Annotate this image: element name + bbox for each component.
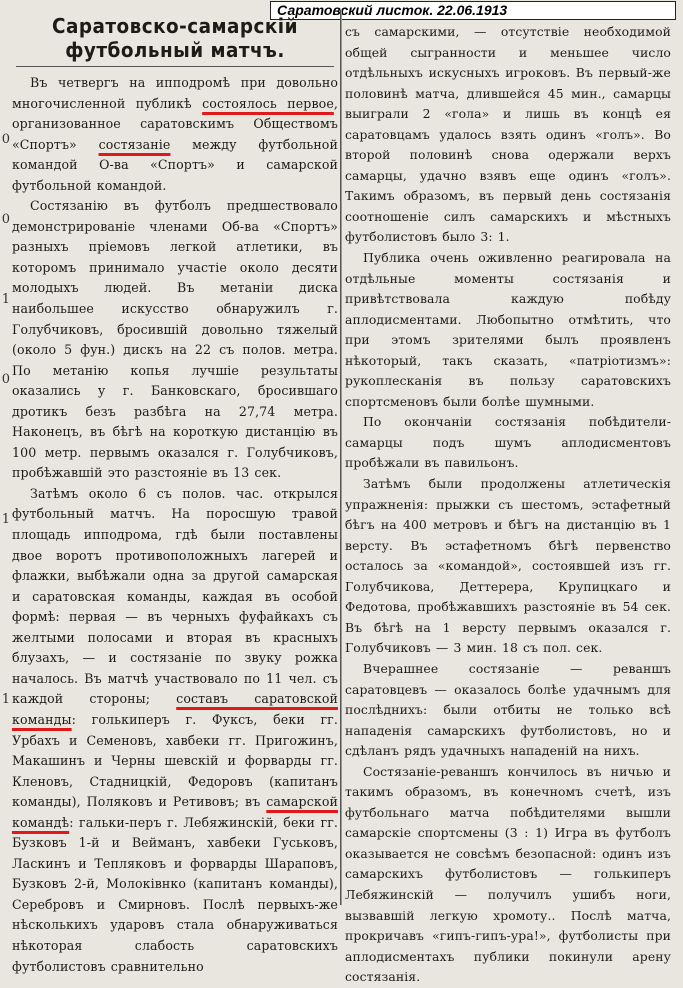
margin-mark: 1	[1, 292, 10, 307]
left-margin-fragment	[0, 90, 11, 905]
margin-mark: 0	[1, 132, 10, 147]
highlighted-phrase: самарской командѣ	[12, 794, 338, 830]
highlighted-phrase: состоялось первое	[202, 95, 334, 111]
text-run: : голькиперъ г. Фуксъ, беки гг. Урбахъ и Семеновъ, хавбеки гг. Пригожинъ, Макашинъ и Черны шевскій и форварды гг. Кленовъ, Стадницкій, Федоровъ (капитанъ команды), Поляковъ и Ретивовъ; въ	[12, 711, 338, 810]
text-run: Затѣмъ около 6 съ полов. час. открылся футбольный матчъ. На поросшую травой площадь ипподрома, гдѣ были поставлены двое воротъ противоположныхъ лагерей и флажки, выбѣжали одна за другой самарская и саратовская команды, каждая въ особой формѣ: первая — въ черныхъ фуфайкахъ съ желтыми полосами и вторая въ красныхъ блузахъ, — и состязаніе по звуку рожка началось. Въ матчѣ участвовало по 11 чел. съ каждой стороны;	[12, 485, 338, 707]
margin-mark: 0	[1, 372, 10, 387]
paragraph-result: Состязаніе-реваншъ кончилось въ ничью и такимъ образомъ, въ конечномъ счетѣ, изъ футбольнаго матча побѣдителями вышли самарскіе спортсмены (3 : 1) Игра въ футболъ оказывается не совсѣмъ безопасной: одинъ изъ самарскихъ футболистовъ — голькиперъ Лебяжинскій — получилъ ушибъ ноги, вызвавшій легкую хромоту.. Послѣ матча, прокричавъ «гипъ-гипъ-ура!», футболисты при аплодисментахъ публики покинули арену состязанія.	[345, 763, 671, 985]
paragraph-intro	[12, 73, 338, 196]
headline-divider	[16, 66, 334, 67]
paragraph-ending: По окончаніи состязанія побѣдители-самарцы подъ шумъ аплодисментовъ пробѣжали въ павильонъ.	[345, 414, 671, 471]
paragraph-athletics-continued: Затѣмъ были продолжены атлетическія упражненія: прыжки съ шестомъ, эстафетный бѣгъ на 400 метровъ и бѣгъ на дистанцію въ 1 версту. Въ эстафетномъ бѣгѣ первенство осталось за «командой», состоявшей изъ гг. Голубчикова, Деттерера, Крупицкаго и Федотова, пробѣжавшихъ разстояніе въ 54 сек. Въ бѣгѣ на 1 версту первымъ оказался г. Голубчиковъ — 3 мин. 18 съ пол. сек.	[345, 476, 671, 656]
highlighted-phrase: состязаніе	[98, 136, 171, 152]
text-run: , организованное саратовскимъ Обществомъ «Спортъ»	[12, 95, 338, 152]
column-left	[12, 14, 338, 974]
source-caption: Саратовский листок. 22.06.1913	[270, 1, 676, 20]
margin-mark: 1	[1, 692, 10, 707]
margin-mark: 0	[1, 212, 10, 227]
paragraph-athletics: Состязанію въ футболъ предшествовало демонстрированіе членами Об-ва «Спортъ» разныхъ пріемовъ легкой атлетики, въ которомъ принимало участіе около десяти молодыхъ людей. Въ метаніи диска наибольшее искусство обнаружилъ г. Голубчиковъ, бросившій довольно тяжелый (около 5 фун.) дискъ на 22 съ полов. метра. По метанію копья лучшіе результаты оказались у г. Банковскаго, бросившаго дротикъ безъ разбѣга на 27,74 метра. Наконецъ, въ бѣгѣ на короткую дистанцію въ 100 метр. первымъ оказался г. Голубчиковъ, пробѣжавшій это разстояніе въ 13 сек.	[12, 198, 338, 481]
column-rule	[340, 10, 342, 905]
highlighted-phrase: составъ саратовской команды	[12, 691, 338, 727]
text-run: между футбольной командой О-ва «Спортъ» и самарской футбольной командой.	[12, 136, 338, 193]
paragraph-audience: Публика очень оживленно реагировала на отдѣльные моменты состязанія и привѣтствовала каждую побѣду аплодисментами. Любопытно отмѣтить, что при этомъ зрителями былъ проявленъ нѣкоторый, такъ сказать, «патріотизмъ»: рукоплесканія въ пользу саратовскихъ спортсменовъ были болѣе шумными.	[345, 250, 671, 409]
column-right	[345, 22, 671, 985]
paragraph-rematch: Вчерашнее состязаніе — реваншъ саратовцевъ — оказалось болѣе удачнымъ для послѣднихъ: были отбиты не только всѣ нападенія самарскихъ футболистовъ, но и сдѣланъ рядъ удачныхъ нападеній на нихъ.	[345, 660, 671, 759]
paragraph-match-lineups	[12, 484, 338, 977]
text-run: : гальки-перъ г. Лебяжинскій, беки гг. Бузковъ 1-й и Вейманъ, хавбеки Гуськовъ, Ласкинъ и Тепляковъ и форварды Шараповъ, Бузковъ 2-й, Молоківнко (капитанъ команды), Серебровъ и Смирновъ. Послѣ первыхъ-же нѣсколькихъ ударовъ стала обнаруживаться нѣкоторая слабость саратовскихъ футболистовъ сравнительно	[12, 814, 338, 974]
margin-mark: 1	[1, 512, 10, 527]
text-run: Въ четвергъ на ипподромѣ при довольно многочисленной публикѣ	[12, 75, 338, 111]
article-headline: Саратовско-самарскій футбольный матчъ.	[52, 14, 298, 62]
paragraph-first-half: съ самарскими, — отсутствіе необходимой общей сыгранности и меньшее число отдѣльныхъ искусныхъ игроковъ. Въ первый-же половинѣ матча, длившейся 45 мин., самарцы выиграли 2 «гола» и лишь въ концѣ ея саратовцамъ удалось взять одинъ «голъ». Во второй половинѣ снова одержали верхъ самарцы, удачно взявъ еще одинъ «голъ». Такимъ образомъ, въ первый день состязанія соотношеніе силъ самарскихъ и мѣстныхъ футболистовъ было 3: 1.	[345, 24, 671, 245]
